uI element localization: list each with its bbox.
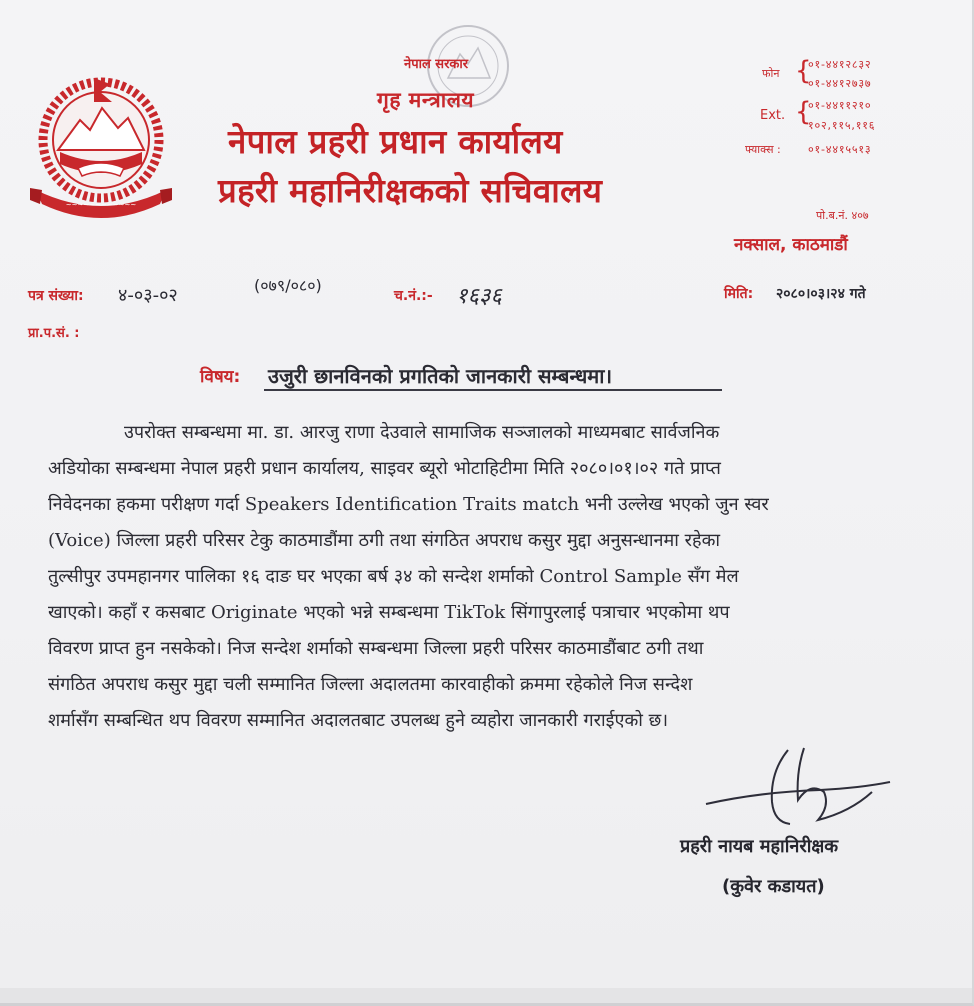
ext-label: Ext. [760,108,786,123]
fax-number: ०१-४४१५५१३ [808,143,872,156]
office-address: नक्साल, काठमाडौं [734,235,848,255]
nepal-emblem-icon [30,72,172,222]
ext-number-2: १०२,११५,११६ [808,119,876,132]
letter-number-label: पत्र संख्या: [28,288,84,304]
brace-mark: { [795,56,812,86]
signatory-title: प्रहरी नायब महानिरीक्षक [680,836,839,857]
signature-mark [700,742,900,842]
prapasa-label: प्रा.प.सं. : [28,326,80,341]
body-line: शर्मासँग सम्बन्धित थप विवरण सम्मानित अदालतबाट उपलब्ध हुने व्यहोरा जानकारी गराईएको छ। [48,710,669,731]
brace-mark: { [795,97,812,127]
office-title: नेपाल प्रहरी प्रधान कार्यालय [228,122,563,161]
date-value: २०८०।०३।२४ गते [776,286,866,302]
body-line: अडियोका सम्बन्धमा नेपाल प्रहरी प्रधान कार्यालय, साइवर ब्यूरो भोटाहिटीमा मिति २०८०।०१।०२ गते प्राप्त [48,458,721,479]
po-box: पो.ब.नं. ४०७ [816,209,869,222]
date-label: मिति: [724,286,754,302]
body-line: (Voice) जिल्ला प्रहरी परिसर टेकु काठमाडौंमा ठगी तथा संगठित अपराध कसुर मुद्दा अनुसन्धानमा रहेका [48,530,721,551]
body-line: संगठित अपराध कसुर मुद्दा चली सम्मानित जिल्ला अदालतमा कारवाहीको क्रममा रहेकोले निज सन्देश [48,674,693,695]
body-line: निवेदनका हकमा परीक्षण गर्दा Speakers Identification Traits match भनी उल्लेख भएको जुन स्वर [48,494,769,515]
letter-number-value: ४-०३-०२ [118,285,178,306]
dispatch-number-value: १६३६ [456,284,502,309]
signatory-name: (कुवेर कडायत) [722,876,825,897]
page-bottom-edge [0,988,974,1006]
body-line: तुल्सीपुर उपमहानगर पालिका १६ दाङ घर भएका बर्ष ३४ को सन्देश शर्माको Control Sample सँग मेल [48,566,739,587]
office-subtitle: प्रहरी महानिरीक्षकको सचिवालय [218,171,603,210]
body-line: विवरण प्राप्त हुन नसकेको। निज सन्देश शर्माको सम्बन्धमा जिल्ला प्रहरी परिसर काठमाडौंबाट ठगी तथा [48,638,704,659]
fiscal-year: (०७९/०८०) [254,276,322,295]
ext-number-1: ०१-४४११२१० [808,99,872,112]
ministry-name: गृह मन्त्रालय [377,88,475,112]
government-name: नेपाल सरकार [404,57,469,72]
dispatch-number-label: च.नं.:- [394,288,433,304]
subject-text: उजुरी छानविनको प्रगतिको जानकारी सम्बन्धमा। [268,364,613,388]
subject-underline [264,389,722,391]
svg-text:~~~~~~~~~~~~: ~~~~~~~~~~~~ [65,201,137,209]
body-line: खाएको। कहाँ र कसबाट Originate भएको भन्ने सम्बन्धमा TikTok सिंगापुरलाई पत्राचार भएकोमा थप [48,602,730,623]
fax-label: फ्याक्स : [745,143,781,156]
phone-number-2: ०१-४४१२७३७ [808,77,872,90]
phone-label: फोन [762,67,780,80]
subject-label: विषय: [200,367,241,387]
phone-number-1: ०१-४४१२८३२ [808,58,872,71]
body-line: उपरोक्त सम्बन्धमा मा. डा. आरजु राणा देउवाले सामाजिक सञ्जालको माध्यमबाट सार्वजनिक [124,422,720,443]
